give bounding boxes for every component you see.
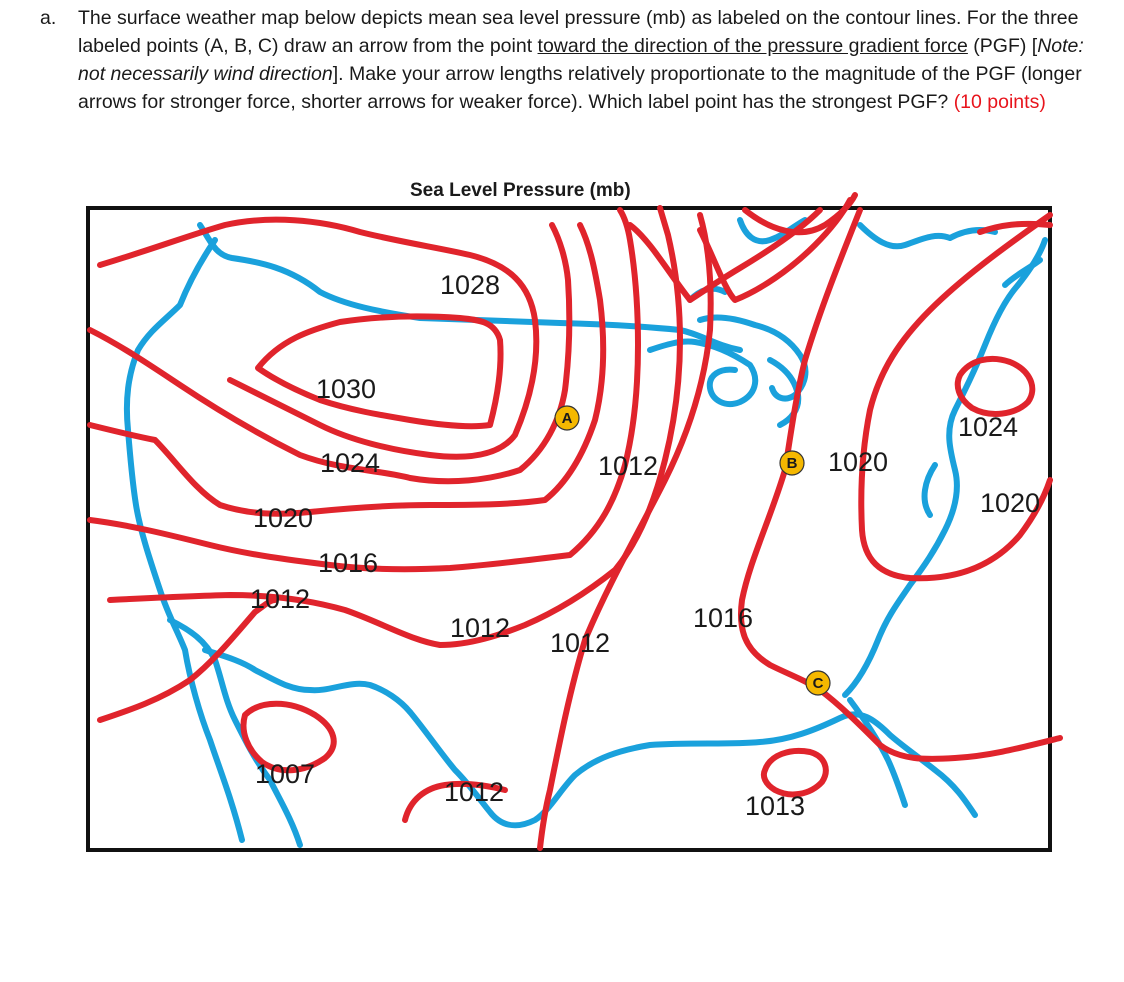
label-1016-west: 1016 xyxy=(318,548,379,578)
label-1020-east: 1020 xyxy=(828,447,889,477)
point-b-label: B xyxy=(786,455,798,472)
label-1012-bottom: 1012 xyxy=(444,777,505,807)
label-1024-west: 1024 xyxy=(320,448,381,478)
question-marker: a. xyxy=(40,7,57,29)
question-underlined-text: toward the direction of the pressure gradient force xyxy=(537,35,968,57)
point-a xyxy=(555,406,579,430)
point-b xyxy=(780,451,804,475)
label-1020-west: 1020 xyxy=(253,503,314,533)
question-points: (10 points) xyxy=(953,91,1046,113)
label-1007: 1007 xyxy=(255,759,316,789)
label-1012-south-1: 1012 xyxy=(450,613,511,643)
map-title: Sea Level Pressure (mb) xyxy=(410,180,631,201)
question-text-part-1: The surface weather map below depicts mean sea level pressure (mb) as labeled on the contour lines. For the three labeled points (A, B, C) draw an arrow from the point xyxy=(78,7,1079,57)
question-note: Note: not necessarily wind direction xyxy=(78,35,1084,85)
question-text-part-3: ]. Make your arrow lengths relatively proportionate to the magnitude of the PGF (longer arrows for stronger force, shorter arrows for weaker force). Which label point has the strongest PGF? xyxy=(78,63,1082,113)
label-1013: 1013 xyxy=(745,791,806,821)
question-text-part-2: (PGF) [ xyxy=(967,35,1038,57)
label-1012-central: 1012 xyxy=(598,451,659,481)
point-c xyxy=(806,671,830,695)
label-1012-west: 1012 xyxy=(250,584,311,614)
label-1024-east: 1024 xyxy=(958,412,1019,442)
label-1028: 1028 xyxy=(440,270,501,300)
point-c-label: C xyxy=(812,675,824,692)
label-1030: 1030 xyxy=(316,374,377,404)
label-1012-south-2: 1012 xyxy=(550,628,611,658)
point-a-label: A xyxy=(561,410,573,427)
label-1016-east: 1016 xyxy=(693,603,754,633)
label-1020-far-east: 1020 xyxy=(980,488,1041,518)
